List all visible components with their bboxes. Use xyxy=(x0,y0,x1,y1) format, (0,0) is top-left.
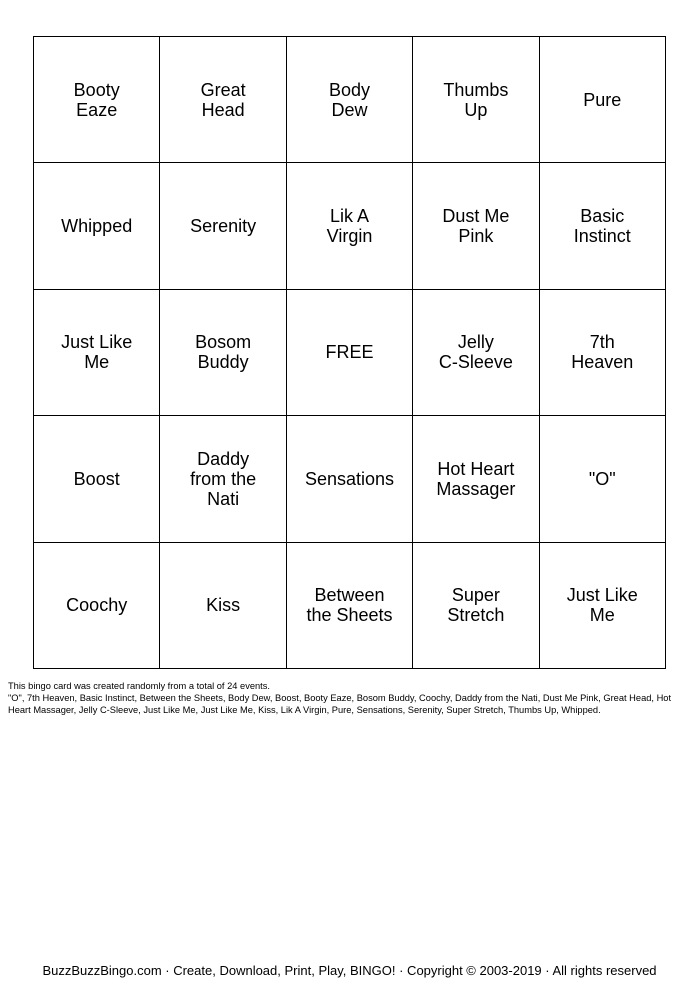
bingo-cell-text: Kiss xyxy=(206,595,241,616)
bingo-cell-text: Bosom Buddy xyxy=(195,332,252,373)
card-info-summary: This bingo card was created randomly from a total of 24 events. xyxy=(8,681,270,691)
bingo-cell xyxy=(34,290,160,416)
card-info xyxy=(8,680,688,716)
bingo-cell-text: Daddy from the Nati xyxy=(190,448,257,509)
bingo-cell xyxy=(287,163,413,289)
bingo-cell-text: Whipped xyxy=(61,216,133,237)
bingo-cell xyxy=(160,290,286,416)
bingo-cell-text: Just Like Me xyxy=(566,585,638,626)
bingo-cell xyxy=(287,37,413,163)
free-space-cell xyxy=(287,290,413,416)
free-space-text: FREE xyxy=(325,342,374,363)
bingo-cell-text: Dust Me Pink xyxy=(442,206,510,247)
bingo-cell-text: Lik A Virgin xyxy=(326,206,373,247)
bingo-cell-text: Pure xyxy=(583,89,622,110)
bingo-cell xyxy=(160,543,286,669)
bingo-cell xyxy=(34,163,160,289)
bingo-cell xyxy=(413,290,539,416)
bingo-cell-text: "O" xyxy=(588,468,616,489)
bingo-cell xyxy=(287,416,413,542)
bingo-cell xyxy=(34,416,160,542)
bingo-cell-text: Body Dew xyxy=(328,79,370,120)
bingo-cell-text: Jelly C-Sleeve xyxy=(438,332,513,373)
bingo-cell xyxy=(413,37,539,163)
bingo-cell xyxy=(540,37,666,163)
bingo-cell-text: Serenity xyxy=(190,216,257,237)
bingo-cell-text: Booty Eaze xyxy=(73,79,120,120)
bingo-card-grid xyxy=(33,36,666,669)
bingo-cell-text: Coochy xyxy=(66,595,128,616)
page-footer: BuzzBuzzBingo.com · Create, Download, Print, Play, BINGO! · Copyright © 2003-2019 · All rights reserved xyxy=(42,963,657,978)
bingo-cell xyxy=(34,543,160,669)
card-info-events-list: "O", 7th Heaven, Basic Instinct, Between the Sheets, Body Dew, Boost, Booty Eaze, Bosom Buddy, Coochy, Daddy from the Nati, Dust Me Pink, Great Head, Hot Heart Massager, Jelly C-Sleeve, Just Like Me, Just Like Me, Kiss, Lik A Virgin, Pure, Sensations, Serenity, Super Stretch, Thumbs Up, Whipped. xyxy=(8,693,672,715)
bingo-cell-text: Sensations xyxy=(304,468,395,489)
bingo-cell-text: Just Like Me xyxy=(61,332,133,373)
bingo-cell-text: Super Stretch xyxy=(447,585,505,626)
bingo-cell-text: Basic Instinct xyxy=(573,206,631,247)
bingo-cell-text: Hot Heart Massager xyxy=(436,458,516,499)
bingo-cell xyxy=(540,163,666,289)
bingo-cell xyxy=(413,163,539,289)
bingo-cell xyxy=(413,416,539,542)
bingo-cell xyxy=(160,416,286,542)
bingo-cell xyxy=(287,543,413,669)
bingo-cell xyxy=(413,543,539,669)
bingo-cell-text: Between the Sheets xyxy=(306,585,393,626)
bingo-cell xyxy=(540,543,666,669)
bingo-cell-text: Thumbs Up xyxy=(443,79,509,120)
bingo-cell xyxy=(160,163,286,289)
bingo-cell xyxy=(540,416,666,542)
bingo-cell xyxy=(540,290,666,416)
bingo-cell-text: Great Head xyxy=(200,79,246,120)
bingo-cell xyxy=(34,37,160,163)
bingo-cell xyxy=(160,37,286,163)
bingo-cell-text: 7th Heaven xyxy=(571,332,634,373)
bingo-cell-text: Boost xyxy=(73,468,120,489)
